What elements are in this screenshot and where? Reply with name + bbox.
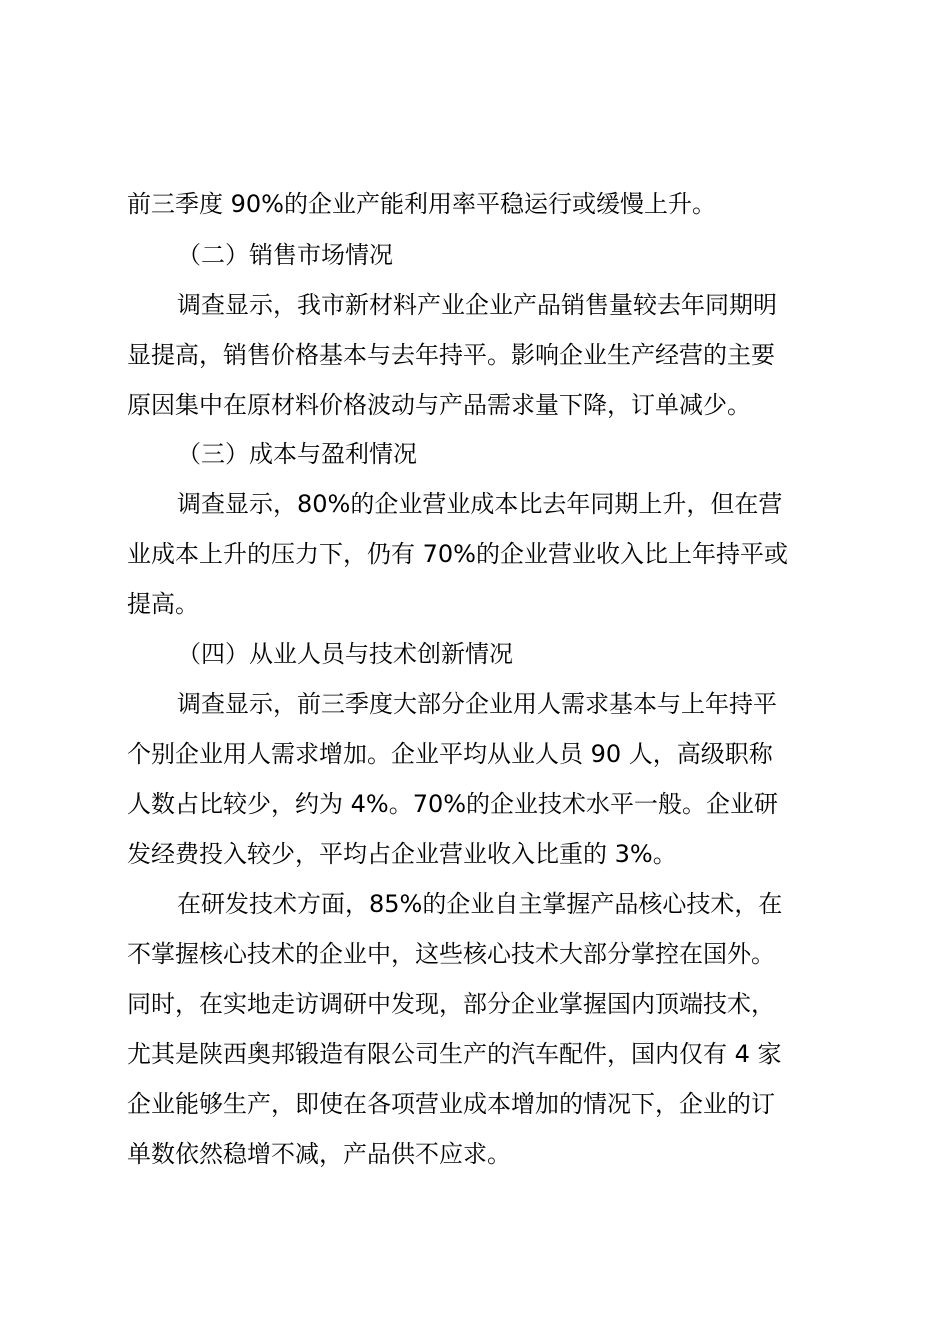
- paragraph-line: 单数依然稳增不减，产品供不应求。: [127, 1140, 511, 1168]
- paragraph-line: 发经费投入较少，平均占企业营业收入比重的 3%。: [127, 840, 677, 868]
- paragraph-line: 人数占比较少，约为 4%。70%的企业技术水平一般。企业研: [127, 790, 779, 818]
- paragraph-line: 企业能够生产，即使在各项营业成本增加的情况下，企业的订: [127, 1090, 775, 1118]
- section-heading-sales-market: （二）销售市场情况: [177, 241, 393, 269]
- paragraph-line: 前三季度 90%的企业产能利用率平稳运行或缓慢上升。: [127, 190, 716, 218]
- section-heading-cost-profit: （三）成本与盈利情况: [177, 440, 417, 468]
- section-heading-staff-innovation: （四）从业人员与技术创新情况: [177, 640, 513, 668]
- paragraph-line: 个别企业用人需求增加。企业平均从业人员 90 人，高级职称: [127, 740, 773, 768]
- paragraph-line: 原因集中在原材料价格波动与产品需求量下降，订单减少。: [127, 391, 751, 419]
- paragraph-line: 调查显示，我市新材料产业企业产品销售量较去年同期明: [177, 291, 777, 319]
- paragraph-line: 提高。: [127, 590, 199, 618]
- paragraph-line: 不掌握核心技术的企业中，这些核心技术大部分掌控在国外。: [127, 940, 775, 968]
- paragraph-line: 调查显示，80%的企业营业成本比去年同期上升，但在营: [177, 490, 783, 518]
- paragraph-line: 尤其是陕西奥邦锻造有限公司生产的汽车配件，国内仅有 4 家: [127, 1040, 782, 1068]
- paragraph-line: 业成本上升的压力下，仍有 70%的企业营业收入比上年持平或: [127, 540, 788, 568]
- paragraph-line: 调查显示，前三季度大部分企业用人需求基本与上年持平: [177, 690, 777, 718]
- paragraph-line: 在研发技术方面，85%的企业自主掌握产品核心技术，在: [177, 890, 783, 918]
- paragraph-line: 显提高，销售价格基本与去年持平。影响企业生产经营的主要: [127, 341, 775, 369]
- paragraph-line: 同时，在实地走访调研中发现，部分企业掌握国内顶端技术，: [127, 990, 775, 1018]
